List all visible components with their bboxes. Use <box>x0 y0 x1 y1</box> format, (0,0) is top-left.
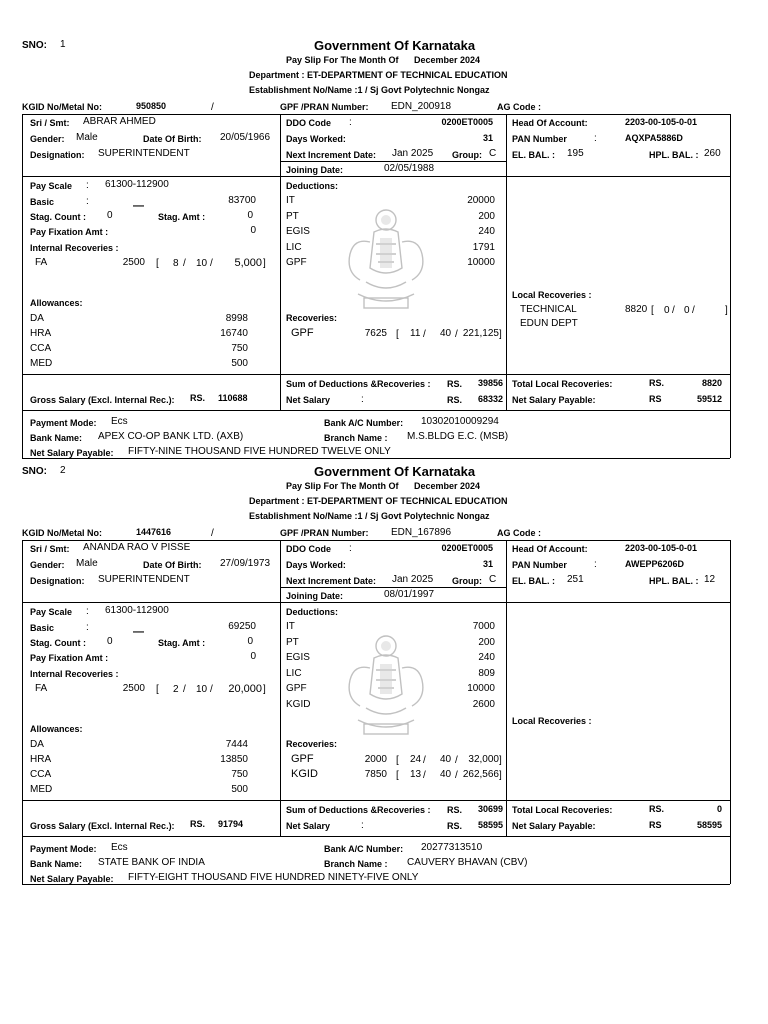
separator: / <box>692 305 695 316</box>
bracket-open: [ <box>651 305 654 316</box>
joining-date-value: 02/05/1988 <box>384 163 435 174</box>
ddo-code-label: DDO Code <box>286 544 331 554</box>
designation-label: Designation: <box>30 576 85 586</box>
net-salary-colon: : <box>361 820 364 831</box>
kgid-label: KGID No/Metal No: <box>22 102 102 112</box>
allowance-name: HRA <box>30 754 52 765</box>
separator: / <box>423 770 426 781</box>
bracket-close: ] <box>725 305 728 316</box>
gross-salary-rs: RS. <box>190 819 206 829</box>
allowance-name: MED <box>30 358 53 369</box>
deduction-name: GPF <box>286 683 307 695</box>
ddo-code-label: DDO Code <box>286 118 331 128</box>
head-of-account-value: 2203-00-105-0-01 <box>625 117 698 127</box>
gender-value: Male <box>76 558 98 569</box>
deduction-name: LIC <box>286 241 302 253</box>
net-salary-value: 58595 <box>477 820 503 830</box>
pan-colon: : <box>594 133 597 144</box>
recovery-total: 40 <box>440 769 452 780</box>
total-local-recoveries-rs: RS. <box>649 378 665 388</box>
hpl-bal-value: 12 <box>704 574 716 585</box>
government-title: Government Of Karnataka <box>314 38 476 53</box>
internal-recovery-inst: 8 <box>173 258 179 269</box>
karnataka-emblem-watermark <box>336 624 436 744</box>
total-local-recoveries-label: Total Local Recoveries: <box>512 379 613 389</box>
next-increment-value: Jan 2025 <box>392 574 434 585</box>
pay-slip-label: Pay Slip For The Month Of <box>286 55 399 65</box>
pay-slip-label: Pay Slip For The Month Of <box>286 481 399 491</box>
payment-mode-label: Payment Mode: <box>30 418 97 428</box>
internal-recoveries-label: Internal Recoveries : <box>30 669 119 679</box>
sum-deductions-rs: RS. <box>447 805 463 815</box>
pan-value: AWEPP6206D <box>625 559 685 569</box>
internal-recovery-name: FA <box>35 257 48 268</box>
pay-slip-month: December 2024 <box>414 481 481 491</box>
bracket-open: [ <box>156 258 159 269</box>
internal-recovery-amount: 2500 <box>122 683 145 694</box>
deduction-amount: 200 <box>478 210 495 222</box>
deduction-name: PT <box>286 636 299 648</box>
recovery-total: 40 <box>440 328 452 339</box>
stag-amt-label: Stag. Amt : <box>158 638 206 648</box>
separator: / <box>183 684 186 695</box>
gross-salary-rs: RS. <box>190 393 206 403</box>
dob-label: Date Of Birth: <box>143 134 202 144</box>
next-increment-label: Next Increment Date: <box>286 150 377 160</box>
allowance-name: HRA <box>30 328 52 339</box>
group-label: Group: <box>452 576 482 586</box>
deduction-amount: 1791 <box>472 241 495 253</box>
gpf-pran-value: EDN_167896 <box>391 527 452 538</box>
separator: / <box>183 258 186 269</box>
stag-count-label: Stag. Count : <box>30 212 86 222</box>
pay-scale-value: 61300-112900 <box>105 179 169 190</box>
allowance-amount: 750 <box>231 769 248 780</box>
bracket-close: ] <box>499 329 502 340</box>
separator: / <box>423 755 426 766</box>
deduction-name: PT <box>286 210 299 222</box>
net-salary-payable-label: Net Salary Payable: <box>512 395 596 405</box>
net-salary-rs: RS. <box>447 395 463 405</box>
local-recovery-total: 0 <box>684 305 690 316</box>
bracket-close: ] <box>263 258 266 269</box>
net-salary-label: Net Salary <box>286 395 331 405</box>
local-recovery-name: TECHNICAL <box>520 304 577 315</box>
employee-name: ANANDA RAO V PISSE <box>83 542 191 553</box>
recovery-name: GPF <box>291 327 314 339</box>
gross-salary-label: Gross Salary (Excl. Internal Rec.): <box>30 395 175 405</box>
basic-value: 69250 <box>228 621 256 632</box>
bracket-close: ] <box>499 770 502 781</box>
separator: / <box>423 329 426 340</box>
branch-name-value: M.S.BLDG E.C. (MSB) <box>407 431 509 442</box>
kgid-value: 1447616 <box>136 527 172 537</box>
separator: / <box>210 258 213 269</box>
allowance-name: CCA <box>30 343 52 354</box>
pay-slip-month: December 2024 <box>414 55 481 65</box>
ag-code-label: AG Code : <box>497 528 541 538</box>
bank-ac-label: Bank A/C Number: <box>324 844 404 854</box>
pay-slip <box>0 0 768 458</box>
internal-recovery-balance: 5,000 <box>234 257 262 269</box>
net-salary-payable-label: Net Salary Payable: <box>512 821 596 831</box>
gender-label: Gender: <box>30 134 65 144</box>
payable-words-value: FIFTY-NINE THOUSAND FIVE HUNDRED TWELVE ONLY <box>128 446 391 457</box>
recoveries-label: Recoveries: <box>286 739 338 749</box>
allowance-amount: 8998 <box>225 313 248 324</box>
recovery-inst: 13 <box>410 769 422 780</box>
branch-name-label: Branch Name : <box>324 859 388 869</box>
recovery-inst: 24 <box>410 754 422 765</box>
ddo-code-value: 0200ET0005 <box>441 543 493 553</box>
government-title: Government Of Karnataka <box>314 464 476 479</box>
bank-name-label: Bank Name: <box>30 859 83 869</box>
ddo-code-colon: : <box>349 543 352 554</box>
hpl-bal-label: HPL. BAL. : <box>649 576 699 586</box>
net-salary-rs: RS. <box>447 821 463 831</box>
pan-label: PAN Number <box>512 560 567 570</box>
internal-recovery-inst: 2 <box>173 684 179 695</box>
bracket-open: [ <box>156 684 159 695</box>
next-increment-value: Jan 2025 <box>392 148 434 159</box>
deduction-name: LIC <box>286 667 302 679</box>
deduction-amount: 20000 <box>467 195 495 206</box>
pay-scale-value: 61300-112900 <box>105 605 169 616</box>
net-salary-value: 68332 <box>477 394 503 404</box>
joining-date-value: 08/01/1997 <box>384 589 435 600</box>
payment-mode-label: Payment Mode: <box>30 844 97 854</box>
payment-mode-value: Ecs <box>111 416 128 427</box>
sum-deductions-label: Sum of Deductions &Recoveries : <box>286 805 431 815</box>
sno-value: 2 <box>60 465 66 476</box>
name-label: Sri / Smt: <box>30 118 70 128</box>
total-local-recoveries-label: Total Local Recoveries: <box>512 805 613 815</box>
designation-value: SUPERINTENDENT <box>98 148 190 159</box>
recovery-name: GPF <box>291 753 314 765</box>
bank-ac-value: 20277313510 <box>421 842 483 853</box>
bracket-close: ] <box>263 684 266 695</box>
stag-mark: — <box>133 626 144 638</box>
department: Department : ET-DEPARTMENT OF TECHNICAL EDUCATION <box>249 496 508 506</box>
basic-label: Basic <box>30 623 55 633</box>
pay-fixation-label: Pay Fixation Amt : <box>30 653 109 663</box>
branch-name-value: CAUVERY BHAVAN (CBV) <box>407 857 528 868</box>
deduction-name: EGIS <box>286 226 310 238</box>
gender-label: Gender: <box>30 560 65 570</box>
deduction-amount: 7000 <box>472 621 495 632</box>
sno-label: SNO: <box>22 40 47 51</box>
allowance-amount: 7444 <box>225 739 248 750</box>
recovery-amount: 7625 <box>364 328 387 339</box>
sum-deductions-rs: RS. <box>447 379 463 389</box>
local-recoveries-label: Local Recoveries : <box>512 290 592 300</box>
el-bal-value: 251 <box>567 574 584 585</box>
group-value: C <box>489 148 497 159</box>
allowance-amount: 500 <box>231 358 248 369</box>
internal-recovery-amount: 2500 <box>122 257 145 268</box>
days-worked-value: 31 <box>482 133 493 143</box>
recovery-balance: 32,000 <box>468 754 499 765</box>
basic-colon: : <box>86 622 89 633</box>
basic-label: Basic <box>30 197 55 207</box>
days-worked-label: Days Worked: <box>286 560 346 570</box>
basic-colon: : <box>86 196 89 207</box>
bracket-open: [ <box>396 755 399 766</box>
allowance-name: DA <box>30 739 44 750</box>
deduction-amount: 809 <box>478 667 495 679</box>
deduction-name: GPF <box>286 257 307 269</box>
employee-name: ABRAR AHMED <box>83 116 156 127</box>
net-salary-payable-value: 59512 <box>696 394 722 404</box>
payable-words-label: Net Salary Payable: <box>30 448 114 458</box>
deduction-name: IT <box>286 195 295 206</box>
recovery-name: KGID <box>291 768 318 780</box>
pay-scale-colon: : <box>86 180 89 191</box>
local-recoveries-label: Local Recoveries : <box>512 716 592 726</box>
deduction-name: EGIS <box>286 652 310 664</box>
payable-words-value: FIFTY-EIGHT THOUSAND FIVE HUNDRED NINETY-FIVE ONLY <box>128 872 419 883</box>
gross-salary-value: 110688 <box>218 393 248 403</box>
bank-ac-label: Bank A/C Number: <box>324 418 404 428</box>
separator: / <box>210 684 213 695</box>
pay-scale-colon: : <box>86 606 89 617</box>
days-worked-label: Days Worked: <box>286 134 346 144</box>
recovery-total: 40 <box>440 754 452 765</box>
joining-date-label: Joining Date: <box>286 165 344 175</box>
bracket-open: [ <box>396 770 399 781</box>
next-increment-label: Next Increment Date: <box>286 576 377 586</box>
local-recovery-inst: 0 <box>664 305 670 316</box>
kgid-label: KGID No/Metal No: <box>22 528 102 538</box>
ddo-code-value: 0200ET0005 <box>441 117 493 127</box>
deduction-amount: 200 <box>478 636 495 648</box>
deduction-amount: 240 <box>478 226 495 238</box>
pay-scale-label: Pay Scale <box>30 607 73 617</box>
stag-mark: — <box>133 200 144 212</box>
internal-recoveries-label: Internal Recoveries : <box>30 243 119 253</box>
payment-mode-value: Ecs <box>111 842 128 853</box>
net-salary-payable-value: 58595 <box>696 820 722 830</box>
gross-salary-value: 91794 <box>218 819 244 829</box>
group-value: C <box>489 574 497 585</box>
kgid-separator: / <box>211 102 214 113</box>
karnataka-emblem-watermark <box>336 198 436 318</box>
gender-value: Male <box>76 132 98 143</box>
hpl-bal-label: HPL. BAL. : <box>649 150 699 160</box>
sno-label: SNO: <box>22 466 47 477</box>
separator: / <box>455 329 458 340</box>
recovery-balance: 221,125 <box>462 328 499 339</box>
total-local-recoveries-rs: RS. <box>649 804 665 814</box>
gpf-pran-label: GPF /PRAN Number: <box>280 528 369 538</box>
bank-name-value: APEX CO-OP BANK LTD. (AXB) <box>98 431 244 442</box>
sum-deductions-label: Sum of Deductions &Recoveries : <box>286 379 431 389</box>
net-salary-payable-rs: RS <box>649 820 662 830</box>
gpf-pran-label: GPF /PRAN Number: <box>280 102 369 112</box>
pay-scale-label: Pay Scale <box>30 181 73 191</box>
deduction-amount: 240 <box>478 652 495 664</box>
establishment: Establishment No/Name :1 / Sj Govt Polytechnic Nongaz <box>249 85 490 95</box>
deduction-amount: 2600 <box>472 699 495 710</box>
deduction-amount: 10000 <box>467 683 495 695</box>
bank-ac-value: 10302010009294 <box>421 416 499 427</box>
local-recovery-name-line2: EDUN DEPT <box>520 318 578 329</box>
stag-amt-label: Stag. Amt : <box>158 212 206 222</box>
el-bal-label: EL. BAL. : <box>512 576 555 586</box>
bracket-open: [ <box>396 329 399 340</box>
name-label: Sri / Smt: <box>30 544 70 554</box>
gross-salary-label: Gross Salary (Excl. Internal Rec.): <box>30 821 175 831</box>
net-salary-label: Net Salary <box>286 821 331 831</box>
designation-label: Designation: <box>30 150 85 160</box>
dob-value: 27/09/1973 <box>220 558 271 569</box>
joining-date-label: Joining Date: <box>286 591 344 601</box>
pan-label: PAN Number <box>512 134 567 144</box>
allowance-amount: 16740 <box>220 328 248 339</box>
stag-count-label: Stag. Count : <box>30 638 86 648</box>
sno-value: 1 <box>60 39 66 50</box>
bank-name-label: Bank Name: <box>30 433 83 443</box>
internal-recovery-total: 10 <box>196 684 208 695</box>
pay-fixation-value: 0 <box>250 225 256 236</box>
kgid-separator: / <box>211 528 214 539</box>
allowance-name: CCA <box>30 769 52 780</box>
dob-value: 20/05/1966 <box>220 132 271 143</box>
separator: / <box>455 755 458 766</box>
el-bal-value: 195 <box>567 148 584 159</box>
allowance-amount: 750 <box>231 343 248 354</box>
designation-value: SUPERINTENDENT <box>98 574 190 585</box>
recovery-amount: 7850 <box>364 769 387 780</box>
stag-count-value: 0 <box>107 636 113 647</box>
dob-label: Date Of Birth: <box>143 560 202 570</box>
recoveries-label: Recoveries: <box>286 313 338 323</box>
deduction-name: IT <box>286 621 295 632</box>
department: Department : ET-DEPARTMENT OF TECHNICAL EDUCATION <box>249 70 508 80</box>
recovery-amount: 2000 <box>364 754 387 765</box>
stag-amt-value: 0 <box>247 210 253 221</box>
deduction-name: KGID <box>286 699 311 710</box>
kgid-value: 950850 <box>136 101 167 111</box>
deductions-label: Deductions: <box>286 607 339 617</box>
separator: / <box>672 305 675 316</box>
el-bal-label: EL. BAL. : <box>512 150 555 160</box>
allowance-amount: 500 <box>231 784 248 795</box>
net-salary-colon: : <box>361 394 364 405</box>
head-of-account-label: Head Of Account: <box>512 544 588 554</box>
total-local-recoveries-value: 8820 <box>701 378 722 388</box>
branch-name-label: Branch Name : <box>324 433 388 443</box>
sum-deductions-value: 30699 <box>477 804 503 814</box>
pay-fixation-label: Pay Fixation Amt : <box>30 227 109 237</box>
local-recovery-amount: 8820 <box>625 304 648 315</box>
internal-recovery-total: 10 <box>196 258 208 269</box>
recovery-balance: 262,566 <box>462 769 499 780</box>
hpl-bal-value: 260 <box>704 148 721 159</box>
stag-amt-value: 0 <box>247 636 253 647</box>
pay-slip <box>0 426 768 884</box>
basic-value: 83700 <box>228 195 256 206</box>
bracket-close: ] <box>499 755 502 766</box>
bank-name-value: STATE BANK OF INDIA <box>98 857 205 868</box>
head-of-account-label: Head Of Account: <box>512 118 588 128</box>
stag-count-value: 0 <box>107 210 113 221</box>
pan-colon: : <box>594 559 597 570</box>
net-salary-payable-rs: RS <box>649 394 662 404</box>
recovery-inst: 11 <box>410 328 421 339</box>
establishment: Establishment No/Name :1 / Sj Govt Polytechnic Nongaz <box>249 511 490 521</box>
allowance-name: MED <box>30 784 53 795</box>
gpf-pran-value: EDN_200918 <box>391 101 452 112</box>
allowances-label: Allowances: <box>30 724 83 734</box>
allowance-amount: 13850 <box>220 754 248 765</box>
days-worked-value: 31 <box>482 559 493 569</box>
ddo-code-colon: : <box>349 117 352 128</box>
allowance-name: DA <box>30 313 44 324</box>
total-local-recoveries-value: 0 <box>716 804 722 814</box>
internal-recovery-name: FA <box>35 683 48 694</box>
payable-words-label: Net Salary Payable: <box>30 874 114 884</box>
pay-fixation-value: 0 <box>250 651 256 662</box>
deductions-label: Deductions: <box>286 181 339 191</box>
group-label: Group: <box>452 150 482 160</box>
separator: / <box>455 770 458 781</box>
sum-deductions-value: 39856 <box>477 378 503 388</box>
allowances-label: Allowances: <box>30 298 83 308</box>
ag-code-label: AG Code : <box>497 102 541 112</box>
deduction-amount: 10000 <box>467 257 495 269</box>
head-of-account-value: 2203-00-105-0-01 <box>625 543 698 553</box>
internal-recovery-balance: 20,000 <box>228 683 262 695</box>
pan-value: AQXPA5886D <box>625 133 683 143</box>
